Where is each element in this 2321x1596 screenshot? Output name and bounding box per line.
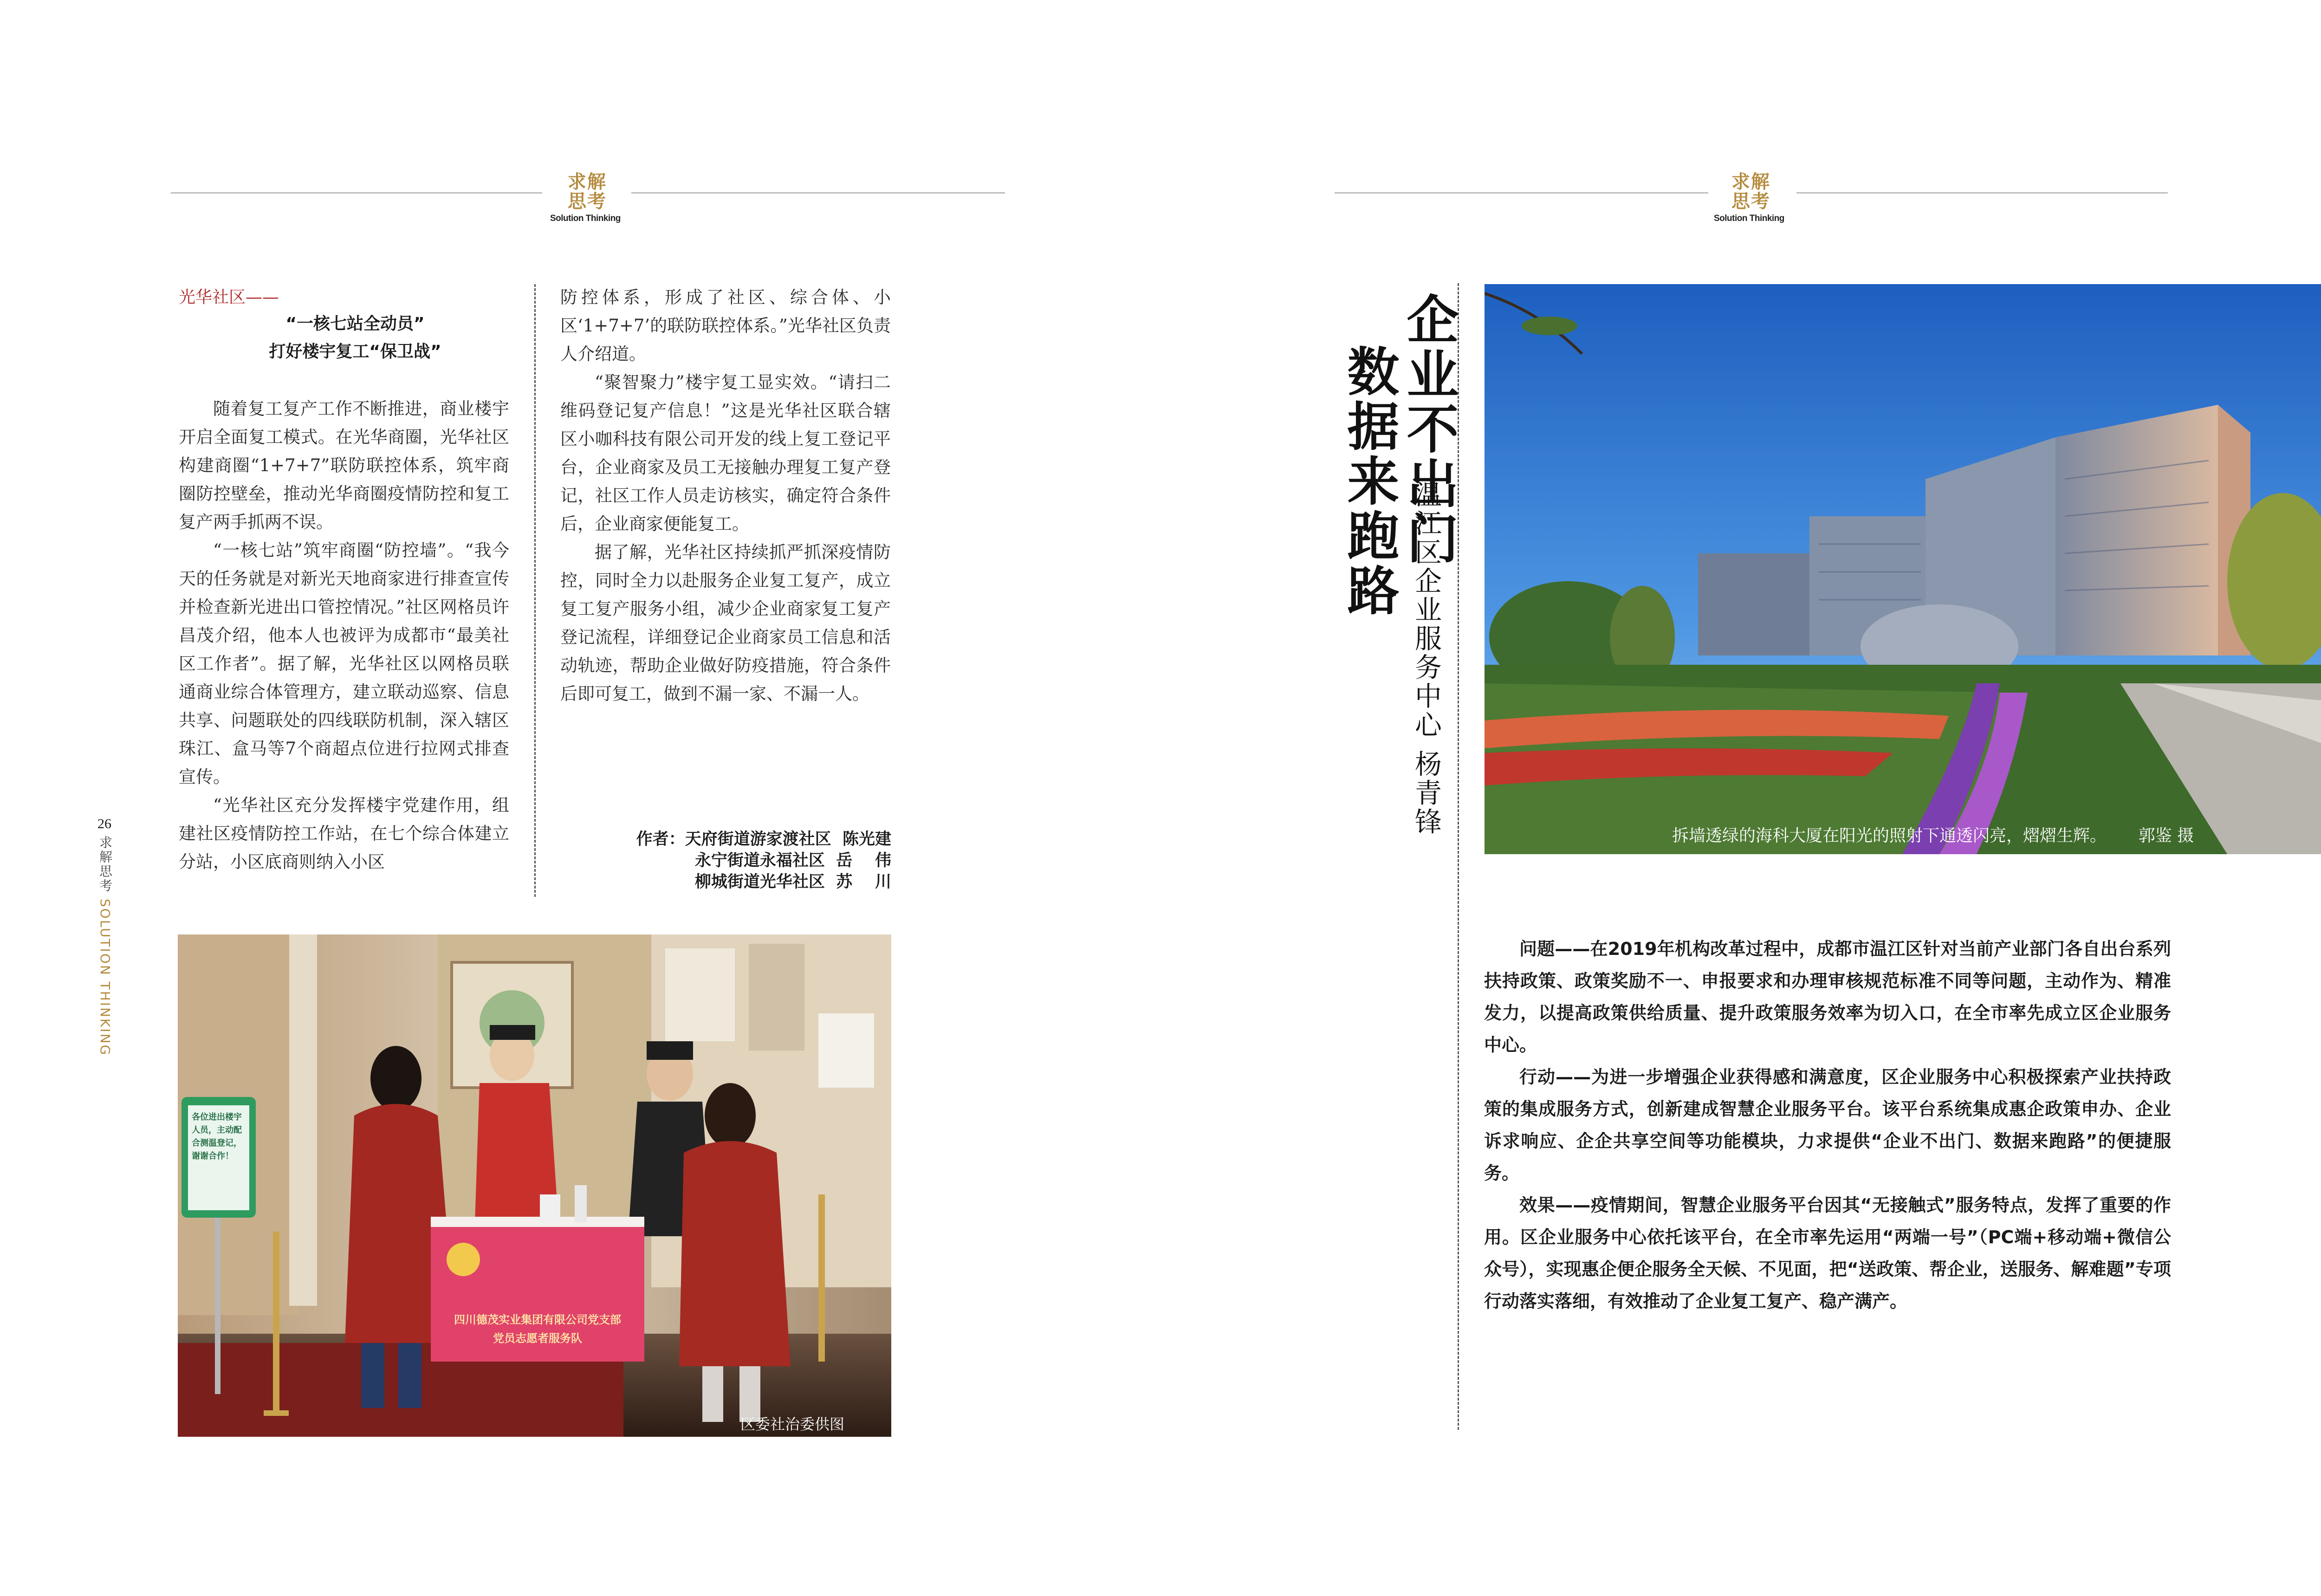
column-divider — [534, 284, 536, 897]
header-logo-right — [1714, 173, 1788, 228]
header-logo-left — [550, 173, 624, 228]
header-title-line1: 求解 — [1731, 171, 1770, 193]
desk-banner-line1: 四川德茂实业集团有限公司党支部 — [454, 1313, 621, 1326]
author-block — [617, 829, 891, 893]
header-title-line1: 求解 — [568, 171, 607, 193]
page-divider — [1458, 283, 1459, 1430]
header-rule-left-a — [171, 192, 542, 194]
article-column-1 — [179, 395, 509, 876]
byline: 温江区企业服务中心 杨青锋 — [1410, 480, 1442, 837]
paragraph: “光华社区充分发挥楼宇党建作用，组建社区疫情防控工作站，在七个综合体建立分站，小区底商则纳入小区 — [179, 795, 509, 872]
photo-caption: 区委社治委供图 — [740, 1415, 845, 1433]
paragraph-problem: 问题——在2019年机构改革过程中，成都市温江区针对当前产业部门各自出台系列扶持政策、政策奖励不一、申报要求和办理审核规范标准不同等问题，主动作为、精准发力，以提高政策供给质量、提升政策服务效率为切入口，在全市率先成立区企业服务中心。 — [1484, 939, 2171, 1055]
paragraph: “一核七站”筑牢商圈“防控墙”。“我今天的任务就是对新光天地商家进行排查宣传并检查新光进出口管控情况。”社区网格员许昌茂介绍，他本人也被评为成都市“最美社区工作者”。据了解，光华社区以网格员联通商业综合体管理方，建立联动巡察、信息共享、问题联处的四线联防机制，深入辖区珠江、盒马等7个商超点位进行拉网式排查宣传。 — [179, 540, 509, 787]
side-section-tag — [96, 836, 114, 1056]
author-entry: 天府街道游家渡社区 陈光建 — [685, 830, 891, 849]
building-photo-illustration — [1485, 284, 2321, 854]
paragraph-effect: 效果——疫情期间，智慧企业服务平台因其“无接触式”服务特点，发挥了重要的作用。区企业服务中心依托该平台，在全市率先运用“两端一号”（PC端+移动端+微信公众号），实现惠企便企服务全天候、不见面，把“送政策、帮企业，送服务、解难题”专项行动落实落细，有效推动了企业复工复产、稳产满产。 — [1484, 1195, 2171, 1311]
lobby-photo — [178, 934, 891, 1437]
paragraph-action: 行动——为进一步增强企业获得感和满意度，区企业服务中心积极探索产业扶持政策的集成服务方式，创新建成智慧企业服务平台。该平台系统集成惠企政策申办、企业诉求响应、企企共享空间等功能模块，力求提供“企业不出门、数据来跑路”的便捷服务。 — [1484, 1067, 2171, 1183]
header-rule-right-a — [1335, 192, 1708, 194]
title-line2: 数据来跑路 — [1339, 344, 1399, 618]
photo-caption-text: 拆墙透绿的海科大厦在阳光的照射下通透闪亮，熠熠生辉。 — [1672, 826, 2107, 845]
side-tag-cn: 求解思考 — [97, 836, 113, 893]
heading-line2: 打好楼宇复工“保卫战” — [269, 342, 441, 361]
author-entry: 永宁街道永福社区 岳 伟 — [694, 851, 891, 870]
author-label: 作者： — [636, 830, 685, 849]
author-entry: 柳城街道光华社区 苏 川 — [694, 873, 891, 891]
header-subtitle: Solution Thinking — [1714, 214, 1784, 223]
article-heading — [179, 310, 532, 366]
poster-text: 各位进出楼宇人员，主动配合测温登记，谢谢合作！ — [192, 1112, 242, 1161]
heading-line1: “一核七站全动员” — [285, 314, 425, 333]
paragraph: “聚智聚力”楼宇复工显实效。“请扫二维码登记复产信息！”这是光华社区联合辖区小咖科技有限公司开发的线上复工登记平台，企业商家及员工无接触办理复工复产登记，社区工作人员走访核实，确定符合条件后，企业商家便能复工。 — [560, 372, 891, 534]
desk-banner-line2: 党员志愿者服务队 — [493, 1332, 582, 1345]
header-rule-right-b — [1796, 192, 2168, 194]
section-label: 光华社区—— — [179, 288, 279, 307]
paragraph: 随着复工复产工作不断推进，商业楼宇开启全面复工模式。在光华商圈，光华社区构建商圈“1+7+7”联防联控体系，筑牢商圈防控壁垒，推动光华商圈疫情防控和复工复产两手抓两不误。 — [179, 399, 509, 532]
page-number: 26 — [97, 816, 111, 831]
photo-caption — [1672, 823, 2194, 846]
author-row — [617, 829, 891, 850]
photo-credit: 郭鉴 摄 — [2138, 826, 2194, 845]
header-title-line2: 思考 — [568, 191, 607, 212]
article-column-2 — [560, 283, 891, 708]
header-rule-left-b — [631, 192, 1005, 194]
building-photo — [1485, 284, 2321, 854]
header-title-line2: 思考 — [1731, 191, 1770, 212]
header-subtitle: Solution Thinking — [550, 214, 621, 223]
paragraph: 防控体系，形成了社区、综合体、小区‘1+7+7’的联防联控体系。”光华社区负责人介绍道。 — [560, 287, 891, 364]
side-tag-en: SOLUTION THINKING — [97, 898, 113, 1057]
article-body — [1484, 933, 2171, 1317]
title-line1: 企业不出门 — [1398, 292, 1459, 566]
lobby-photo-illustration — [178, 934, 891, 1437]
paragraph: 据了解，光华社区持续抓严抓深疫情防控，同时全力以赴服务企业复工复产，成立复工复产服务小组，减少企业商家复工复产登记流程，详细登记企业商家员工信息和活动轨迹，帮助企业做好防疫措施，符合条件后即可复工，做到不漏一家、不漏一人。 — [560, 542, 891, 704]
